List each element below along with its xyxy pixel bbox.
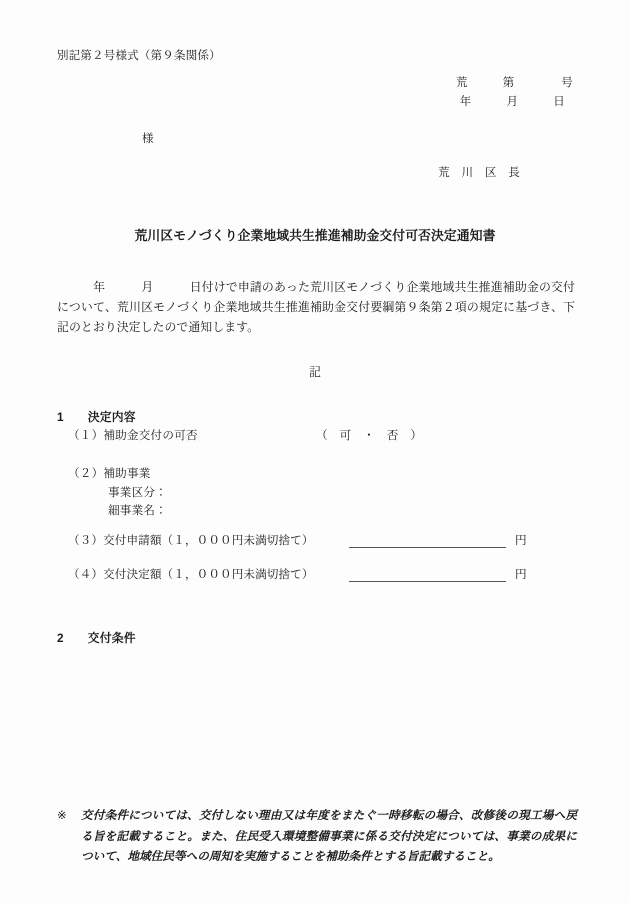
document-header-block [0,74,573,112]
document-number: 荒 第 号 [456,77,573,89]
item-1-1-choice[interactable]: （ 可 ・ 否 ） [316,429,423,442]
section-2-title: 交付条件 [87,631,136,645]
item-1-3-row [68,532,568,550]
section-1-number: 1 [57,410,64,424]
section-1-heading [57,409,136,425]
footnote-mark: ※ [57,809,67,822]
document-date: 年 月 日 [459,96,565,108]
section-2-heading [57,630,136,646]
addressee-field: 様 [142,133,154,145]
section-1-title: 決定内容 [87,410,136,424]
item-1-4-label: （４）交付決定額（１，０００円未満切捨て） [68,568,314,581]
item-1-2-subitem-business-type[interactable]: 事業区分： [108,486,167,499]
body-paragraph: 年 月 日付けで申請のあった荒川区モノづくり企業地域共生推進補助金の交付について、荒川区モノづくり企業地域共生推進補助金交付要綱第９条第２項の規定に基づき、下記のとおり決定したので通知します。 [57,280,575,334]
item-1-3-amount-rule[interactable] [349,547,506,548]
item-1-4-amount-rule[interactable] [349,581,506,582]
item-1-2-subitem-project-name[interactable]: 細事業名： [108,504,167,517]
item-1-3-label: （３）交付申請額（１，０００円未満切捨て） [68,534,314,547]
item-1-4-row [68,566,568,584]
item-1-4-unit: 円 [515,568,527,581]
form-number: 別記第２号様式（第９条関係） [57,50,221,62]
item-1-3-unit: 円 [515,534,527,547]
footnote [57,806,577,868]
item-1-2-label: （２）補助事業 [68,467,151,480]
issuer-name: 荒 川 区 長 [438,167,520,179]
ki-marker: 記 [309,365,321,379]
section-2-number: 2 [57,631,64,645]
footnote-text: 交付条件については、交付しない理由又は年度をまたぐ一時移転の場合、改修後の現工場へ戻る旨を記載すること。また、住民受入環境整備事業に係る交付決定については、事業の成果について、地域住民等への周知を実施することを補助条件とする旨記載すること。 [81,809,577,863]
page-title: 荒川区モノづくり企業地域共生推進補助金交付可否決定通知書 [134,228,496,243]
item-1-1-label: （１）補助金交付の可否 [68,429,198,442]
